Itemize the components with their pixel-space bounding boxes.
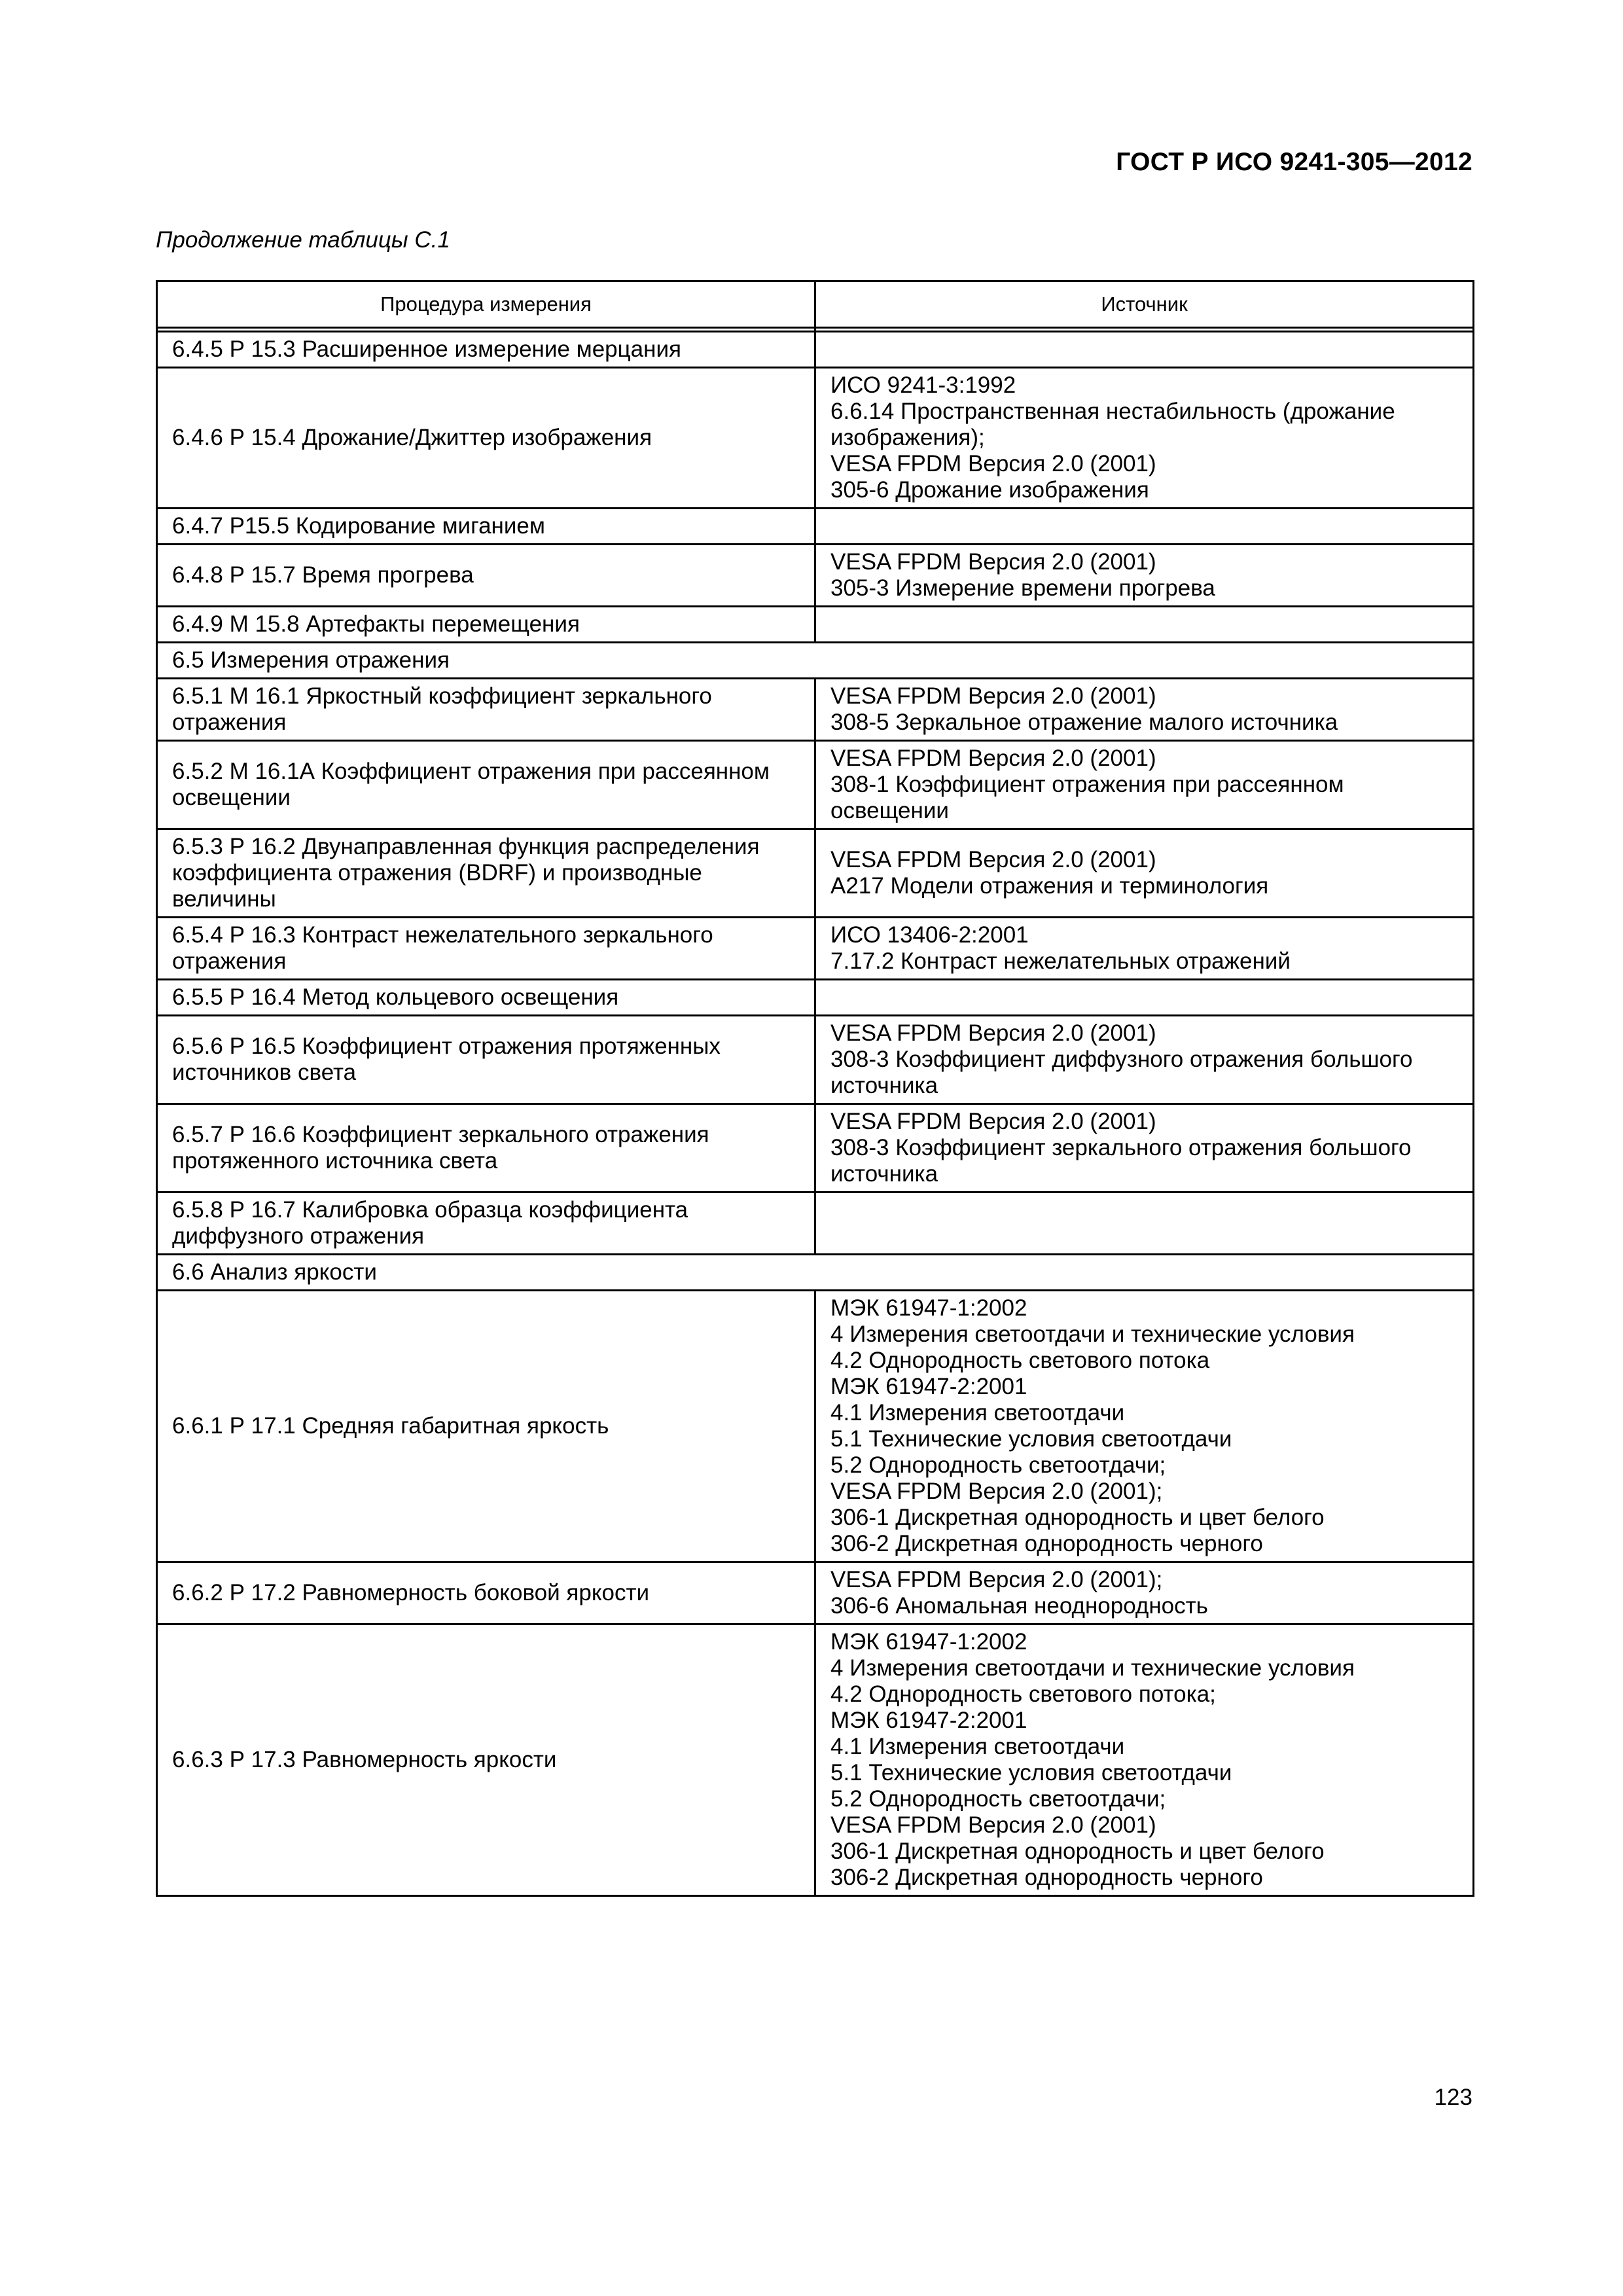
source-cell xyxy=(815,829,1474,918)
source-cell xyxy=(815,1016,1474,1104)
source-line: VESA FPDM Версия 2.0 (2001) xyxy=(830,1109,1156,1134)
source-line: 4.2 Однородность светового потока xyxy=(830,1348,1210,1373)
table-row xyxy=(157,918,1474,980)
procedure-cell: 6.5.1 М 16.1 Яркостный коэффициент зеркального отражения xyxy=(157,679,815,741)
section-row xyxy=(157,1255,1474,1291)
source-line: МЭК 61947-1:2002 xyxy=(830,1629,1027,1655)
table-row xyxy=(157,1016,1474,1104)
page-number: 123 xyxy=(1434,2085,1472,2110)
source-line: 4.2 Однородность светового потока; xyxy=(830,1681,1216,1707)
procedure-cell: 6.6.1 Р 17.1 Средняя габаритная яркость xyxy=(157,1291,815,1562)
source-line: VESA FPDM Версия 2.0 (2001) xyxy=(830,683,1156,709)
source-cell xyxy=(815,1624,1474,1896)
source-cell xyxy=(815,741,1474,829)
source-cell xyxy=(815,607,1474,643)
table-row xyxy=(157,1104,1474,1193)
source-line: 305-6 Дрожание изображения xyxy=(830,477,1149,503)
procedure-cell: 6.5.5 Р 16.4 Метод кольцевого освещения xyxy=(157,980,815,1016)
source-cell xyxy=(815,545,1474,607)
procedure-cell: 6.6.3 Р 17.3 Равномерность яркости xyxy=(157,1624,815,1896)
table-row xyxy=(157,980,1474,1016)
section-title: 6.5 Измерения отражения xyxy=(157,643,1474,679)
table-row xyxy=(157,1193,1474,1255)
source-line: ИСО 9241-3:1992 xyxy=(830,372,1016,398)
source-line: 306-2 Дискретная однородность черного xyxy=(830,1865,1263,1890)
document-code-header: ГОСТ Р ИСО 9241-305—2012 xyxy=(1116,148,1472,176)
source-line: 308-3 Коэффициент зеркального отражения большого источника xyxy=(830,1135,1418,1187)
procedure-cell: 6.5.7 Р 16.6 Коэффициент зеркального отражения протяженного источника света xyxy=(157,1104,815,1193)
source-line: МЭК 61947-2:2001 xyxy=(830,1374,1027,1399)
column-header-source: Источник xyxy=(815,281,1474,328)
procedure-cell: 6.6.2 Р 17.2 Равномерность боковой яркости xyxy=(157,1562,815,1624)
source-line: 308-1 Коэффициент отражения при рассеянном освещении xyxy=(830,772,1351,823)
table-row xyxy=(157,679,1474,741)
source-line: VESA FPDM Версия 2.0 (2001) xyxy=(830,451,1156,476)
procedure-cell: 6.4.7 Р15.5 Кодирование миганием xyxy=(157,509,815,545)
source-line: ИСО 13406-2:2001 xyxy=(830,922,1029,948)
source-cell xyxy=(815,509,1474,545)
source-line: 306-6 Аномальная неоднородность xyxy=(830,1593,1208,1619)
source-cell xyxy=(815,980,1474,1016)
section-title: 6.6 Анализ яркости xyxy=(157,1255,1474,1291)
section-row xyxy=(157,643,1474,679)
table-body xyxy=(157,332,1474,1896)
table-caption: Продолжение таблицы С.1 xyxy=(156,227,450,253)
table-row xyxy=(157,509,1474,545)
table-header-row xyxy=(157,281,1474,328)
table-row xyxy=(157,368,1474,509)
table-row xyxy=(157,1624,1474,1896)
source-cell xyxy=(815,1104,1474,1193)
measurement-procedures-table xyxy=(156,280,1474,1897)
source-line: 5.1 Технические условия светоотдачи xyxy=(830,1426,1232,1452)
procedure-cell: 6.4.9 М 15.8 Артефакты перемещения xyxy=(157,607,815,643)
procedure-cell: 6.4.8 Р 15.7 Время прогрева xyxy=(157,545,815,607)
source-line: 308-5 Зеркальное отражение малого источника xyxy=(830,709,1338,735)
source-line: МЭК 61947-1:2002 xyxy=(830,1295,1027,1321)
source-line: 306-1 Дискретная однородность и цвет белого xyxy=(830,1505,1325,1530)
source-line: 4 Измерения светоотдачи и технические условия xyxy=(830,1655,1355,1681)
source-cell xyxy=(815,918,1474,980)
source-line: 306-2 Дискретная однородность черного xyxy=(830,1531,1263,1556)
source-cell xyxy=(815,1562,1474,1624)
table-row xyxy=(157,1562,1474,1624)
source-line: VESA FPDM Версия 2.0 (2001); xyxy=(830,1567,1163,1592)
table-row xyxy=(157,1291,1474,1562)
table-row xyxy=(157,607,1474,643)
source-cell xyxy=(815,679,1474,741)
source-cell xyxy=(815,368,1474,509)
source-line: VESA FPDM Версия 2.0 (2001) xyxy=(830,549,1156,575)
source-line: 5.2 Однородность светоотдачи; xyxy=(830,1452,1166,1478)
procedure-cell: 6.5.3 Р 16.2 Двунаправленная функция распределения коэффициента отражения (BDRF) и производные величины xyxy=(157,829,815,918)
source-line: 305-3 Измерение времени прогрева xyxy=(830,575,1215,601)
source-line: 5.1 Технические условия светоотдачи xyxy=(830,1760,1232,1785)
source-line: VESA FPDM Версия 2.0 (2001) xyxy=(830,1020,1156,1046)
table-row xyxy=(157,741,1474,829)
source-line: 4.1 Измерения светоотдачи xyxy=(830,1400,1125,1426)
source-line: VESA FPDM Версия 2.0 (2001); xyxy=(830,1479,1163,1504)
source-line: 306-1 Дискретная однородность и цвет белого xyxy=(830,1839,1325,1864)
procedure-cell: 6.4.5 Р 15.3 Расширенное измерение мерцания xyxy=(157,332,815,368)
source-cell xyxy=(815,1193,1474,1255)
procedure-cell: 6.5.4 Р 16.3 Контраст нежелательного зеркального отражения xyxy=(157,918,815,980)
source-line: 4.1 Измерения светоотдачи xyxy=(830,1734,1125,1759)
procedure-cell: 6.5.6 Р 16.5 Коэффициент отражения протяженных источников света xyxy=(157,1016,815,1104)
procedure-cell: 6.5.8 Р 16.7 Калибровка образца коэффициента диффузного отражения xyxy=(157,1193,815,1255)
source-line: VESA FPDM Версия 2.0 (2001) xyxy=(830,847,1156,872)
source-cell xyxy=(815,1291,1474,1562)
table-row xyxy=(157,545,1474,607)
source-cell xyxy=(815,332,1474,368)
table-row xyxy=(157,829,1474,918)
column-header-procedure: Процедура измерения xyxy=(157,281,815,328)
source-line: 6.6.14 Пространственная нестабильность (дрожание изображения); xyxy=(830,399,1402,450)
procedure-cell: 6.4.6 Р 15.4 Дрожание/Джиттер изображения xyxy=(157,368,815,509)
source-line: 308-3 Коэффициент диффузного отражения большого источника xyxy=(830,1047,1419,1098)
source-line: 5.2 Однородность светоотдачи; xyxy=(830,1786,1166,1812)
source-line: VESA FPDM Версия 2.0 (2001) xyxy=(830,745,1156,771)
source-line: МЭК 61947-2:2001 xyxy=(830,1708,1027,1733)
table-row xyxy=(157,332,1474,368)
procedure-cell: 6.5.2 М 16.1А Коэффициент отражения при рассеянном освещении xyxy=(157,741,815,829)
source-line: 4 Измерения светоотдачи и технические условия xyxy=(830,1321,1355,1347)
source-line: 7.17.2 Контраст нежелательных отражений xyxy=(830,948,1291,974)
source-line: А217 Модели отражения и терминология xyxy=(830,873,1269,899)
source-line: VESA FPDM Версия 2.0 (2001) xyxy=(830,1812,1156,1838)
